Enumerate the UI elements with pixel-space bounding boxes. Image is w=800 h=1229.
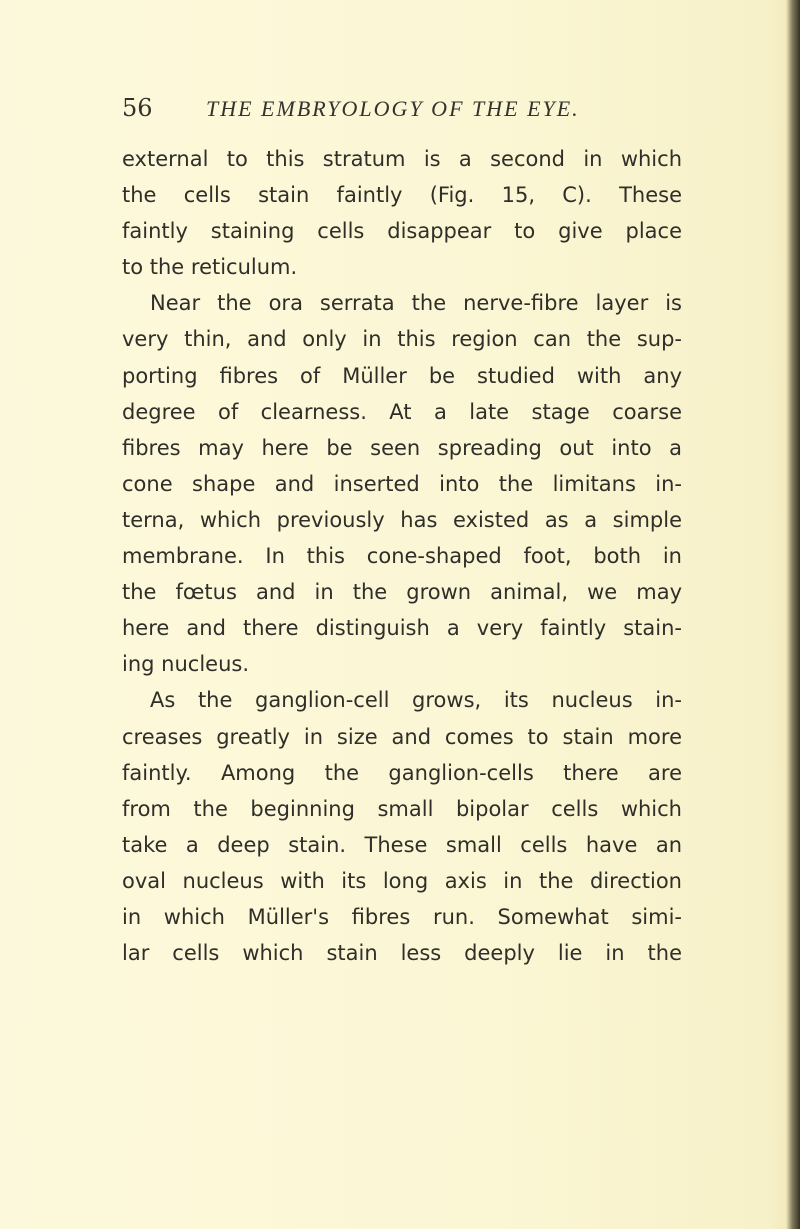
text-line: external to this stratum is a second in which [122, 147, 682, 171]
page-edge-shadow [786, 0, 800, 1229]
text-line: very thin, and only in this region can the sup- [122, 327, 682, 352]
text-line: creases greatly in size and comes to stain more [122, 724, 682, 749]
text-line: the cells stain faintly (Fig. 15, C). These [122, 183, 682, 208]
text-line: the fœtus and in the grown animal, we may [122, 580, 682, 605]
text-line: faintly. Among the ganglion-cells there are [122, 760, 682, 785]
running-head: THE EMBRYOLOGY OF THE EYE. [206, 96, 580, 121]
text-line: As the ganglion-cell grows, its nucleus in- [150, 688, 682, 713]
body-text [122, 141, 682, 971]
text-line: oval nucleus with its long axis in the direction [122, 868, 682, 893]
text-line: here and there distinguish a very faintly stain- [122, 616, 682, 641]
text-line: porting fibres of Müller be studied with any [122, 363, 682, 388]
page-header [122, 90, 722, 130]
text-line: from the beginning small bipolar cells which [122, 796, 682, 821]
text-line: lar cells which stain less deeply lie in the [122, 941, 682, 966]
text-line: fibres may here be seen spreading out into a [122, 435, 682, 460]
text-line: membrane. In this cone-shaped foot, both in [122, 544, 682, 569]
text-line: to the reticulum. [122, 255, 298, 280]
text-line: degree of clearness. At a late stage coarse [122, 399, 682, 424]
text-line: cone shape and inserted into the limitans in- [122, 471, 682, 496]
text-line: faintly staining cells disappear to give place [122, 219, 682, 244]
text-line: Near the ora serrata the nerve-fibre layer is [150, 291, 682, 316]
text-line: ing nucleus. [122, 652, 249, 677]
text-line: terna, which previously has existed as a simple [122, 507, 682, 532]
text-line: take a deep stain. These small cells have an [122, 832, 682, 857]
text-line: in which Müller's fibres run. Somewhat simi- [122, 904, 682, 929]
page-number: 56 [122, 94, 153, 122]
